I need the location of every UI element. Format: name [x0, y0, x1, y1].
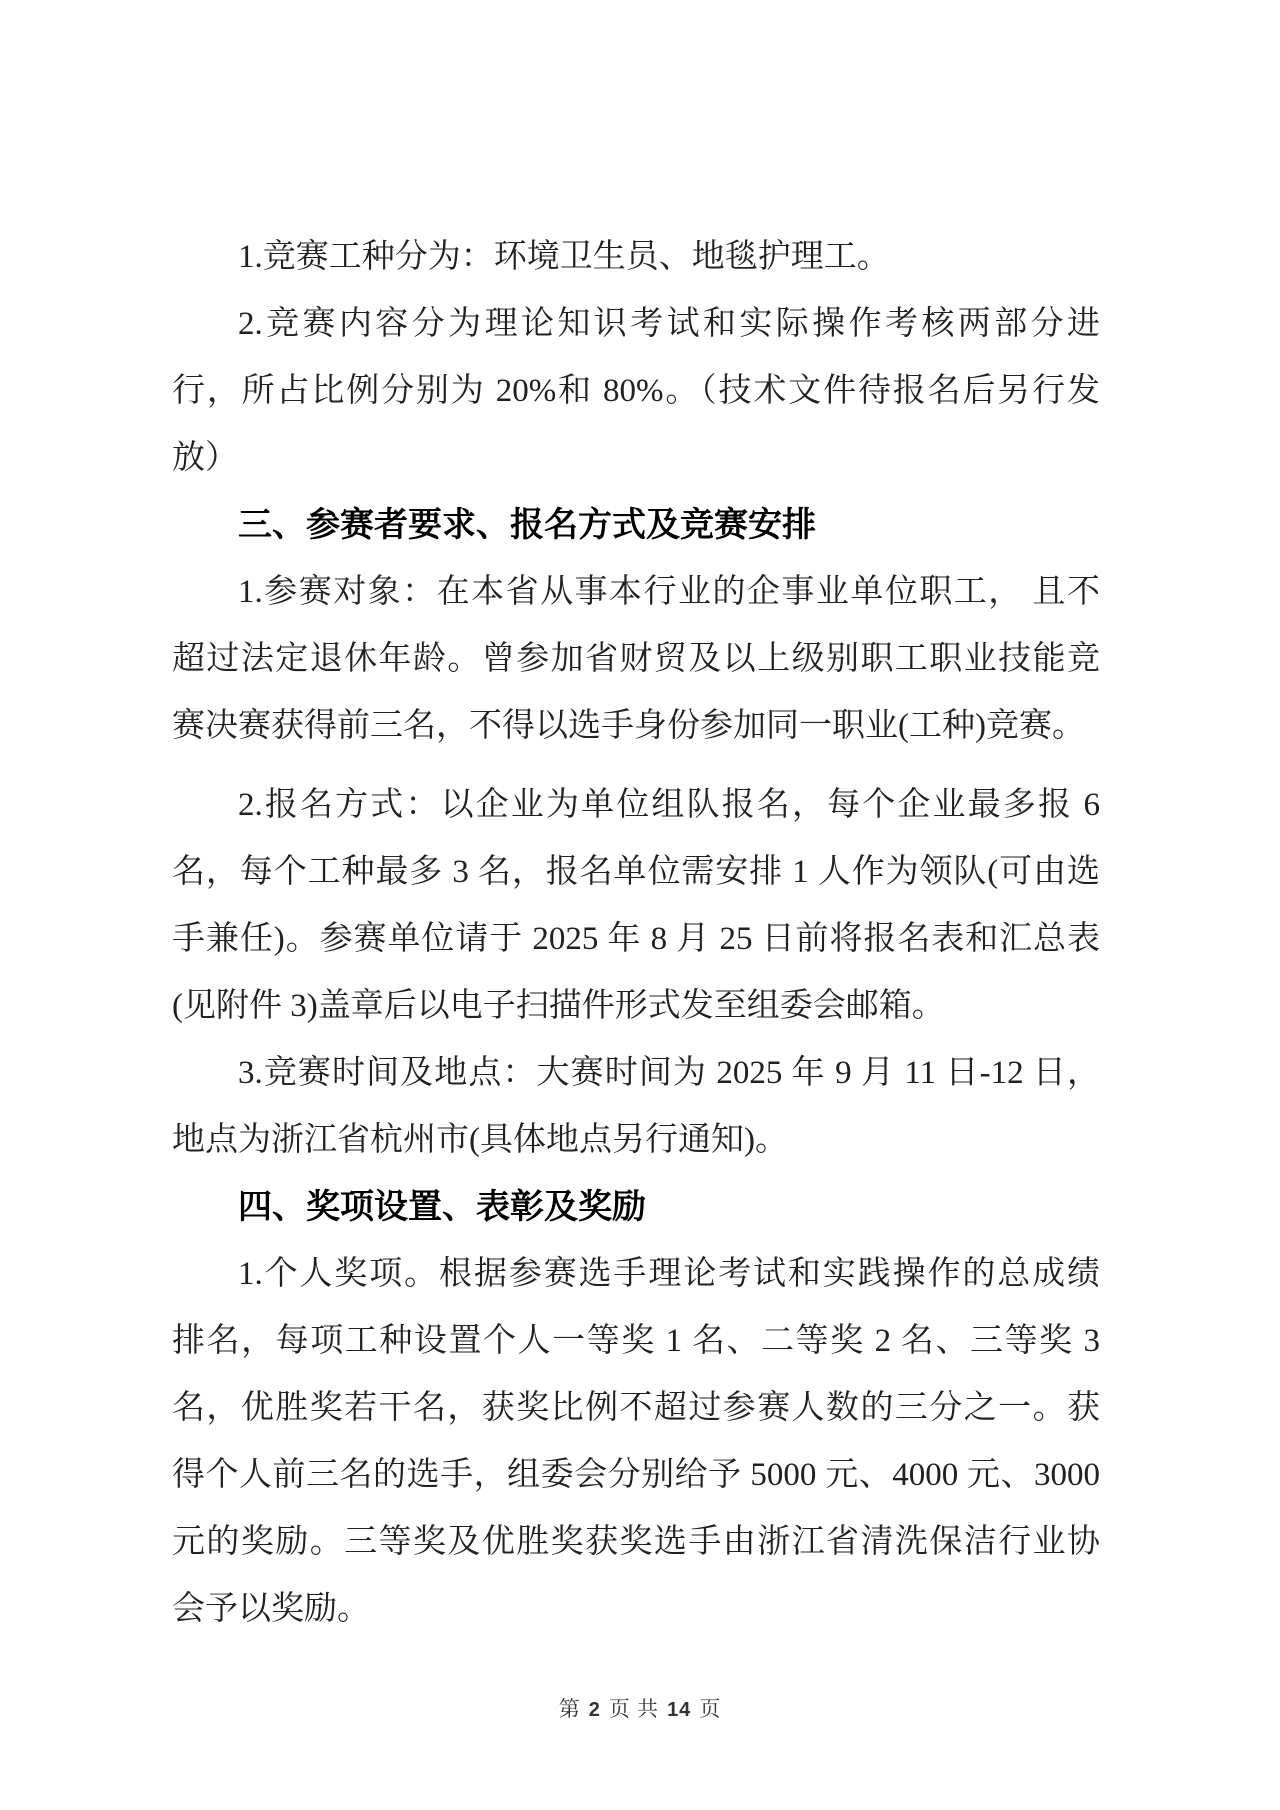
- footer-suffix: 页: [699, 1697, 722, 1721]
- document-body: [172, 224, 1100, 1643]
- text-line: 赛决赛获得前三名，不得以选手身份参加同一职业(工种)竞赛。: [172, 708, 1085, 744]
- text-line: 元的奖励。三等奖及优胜奖获奖选手由浙江省清洗保洁行业协: [172, 1524, 1100, 1560]
- text-line: 1.个人奖项。根据参赛选手理论考试和实践操作的总成绩: [238, 1256, 1100, 1292]
- text-line: 地点为浙江省杭州市(具体地点另行通知)。: [172, 1122, 788, 1158]
- text-line: 名，每个工种最多 3 名，报名单位需安排 1 人作为领队(可由选: [172, 854, 1100, 890]
- text-line: 排名，每项工种设置个人一等奖 1 名、二等奖 2 名、三等奖 3: [172, 1323, 1100, 1359]
- section-heading: [172, 492, 1100, 559]
- paragraph: [172, 772, 1100, 1040]
- text-line: 名，优胜奖若干名，获奖比例不超过参赛人数的三分之一。获: [172, 1390, 1100, 1426]
- paragraph: [172, 291, 1100, 492]
- paragraph: [172, 224, 1100, 291]
- paragraph: [172, 1040, 1100, 1174]
- text-line: 1.竞赛工种分为：环境卫生员、地毯护理工。: [238, 239, 890, 275]
- text-line: 行，所占比例分别为 20%和 80%。（技术文件待报名后另行发: [172, 373, 1100, 409]
- text-line: 手兼任)。参赛单位请于 2025 年 8 月 25 日前将报名表和汇总表: [172, 921, 1100, 957]
- text-line: 2.竞赛内容分为理论知识考试和实际操作考核两部分进: [238, 306, 1100, 342]
- text-line: 2.报名方式：以企业为单位组队报名，每个企业最多报 6: [238, 787, 1100, 823]
- text-line: 3.竞赛时间及地点：大赛时间为 2025 年 9 月 11 日-12 日，: [238, 1055, 1100, 1091]
- page-footer: [0, 1694, 1280, 1725]
- paragraph: [172, 1241, 1100, 1643]
- footer-prefix: 第: [558, 1697, 581, 1721]
- text-line: 得个人前三名的选手，组委会分别给予 5000 元、4000 元、3000: [172, 1457, 1100, 1493]
- text-line: (见附件 3)盖章后以电子扫描件形式发至组委会邮箱。: [172, 988, 945, 1024]
- text-line: 超过法定退休年龄。曾参加省财贸及以上级别职工职业技能竞: [172, 641, 1100, 677]
- paragraph: [172, 559, 1100, 760]
- footer-total-pages: 14: [667, 1699, 692, 1721]
- footer-middle: 页 共: [608, 1697, 660, 1721]
- text-line: 1.参赛对象：在本省从事本行业的企事业单位职工， 且不: [238, 574, 1100, 610]
- footer-page-number: 2: [588, 1699, 601, 1721]
- text-line: 放）: [172, 440, 238, 476]
- heading-text: 三、参赛者要求、报名方式及竞赛安排: [238, 506, 816, 544]
- text-line: 会予以奖励。: [172, 1591, 370, 1627]
- section-heading: [172, 1174, 1100, 1241]
- heading-text: 四、奖项设置、表彰及奖励: [238, 1188, 646, 1226]
